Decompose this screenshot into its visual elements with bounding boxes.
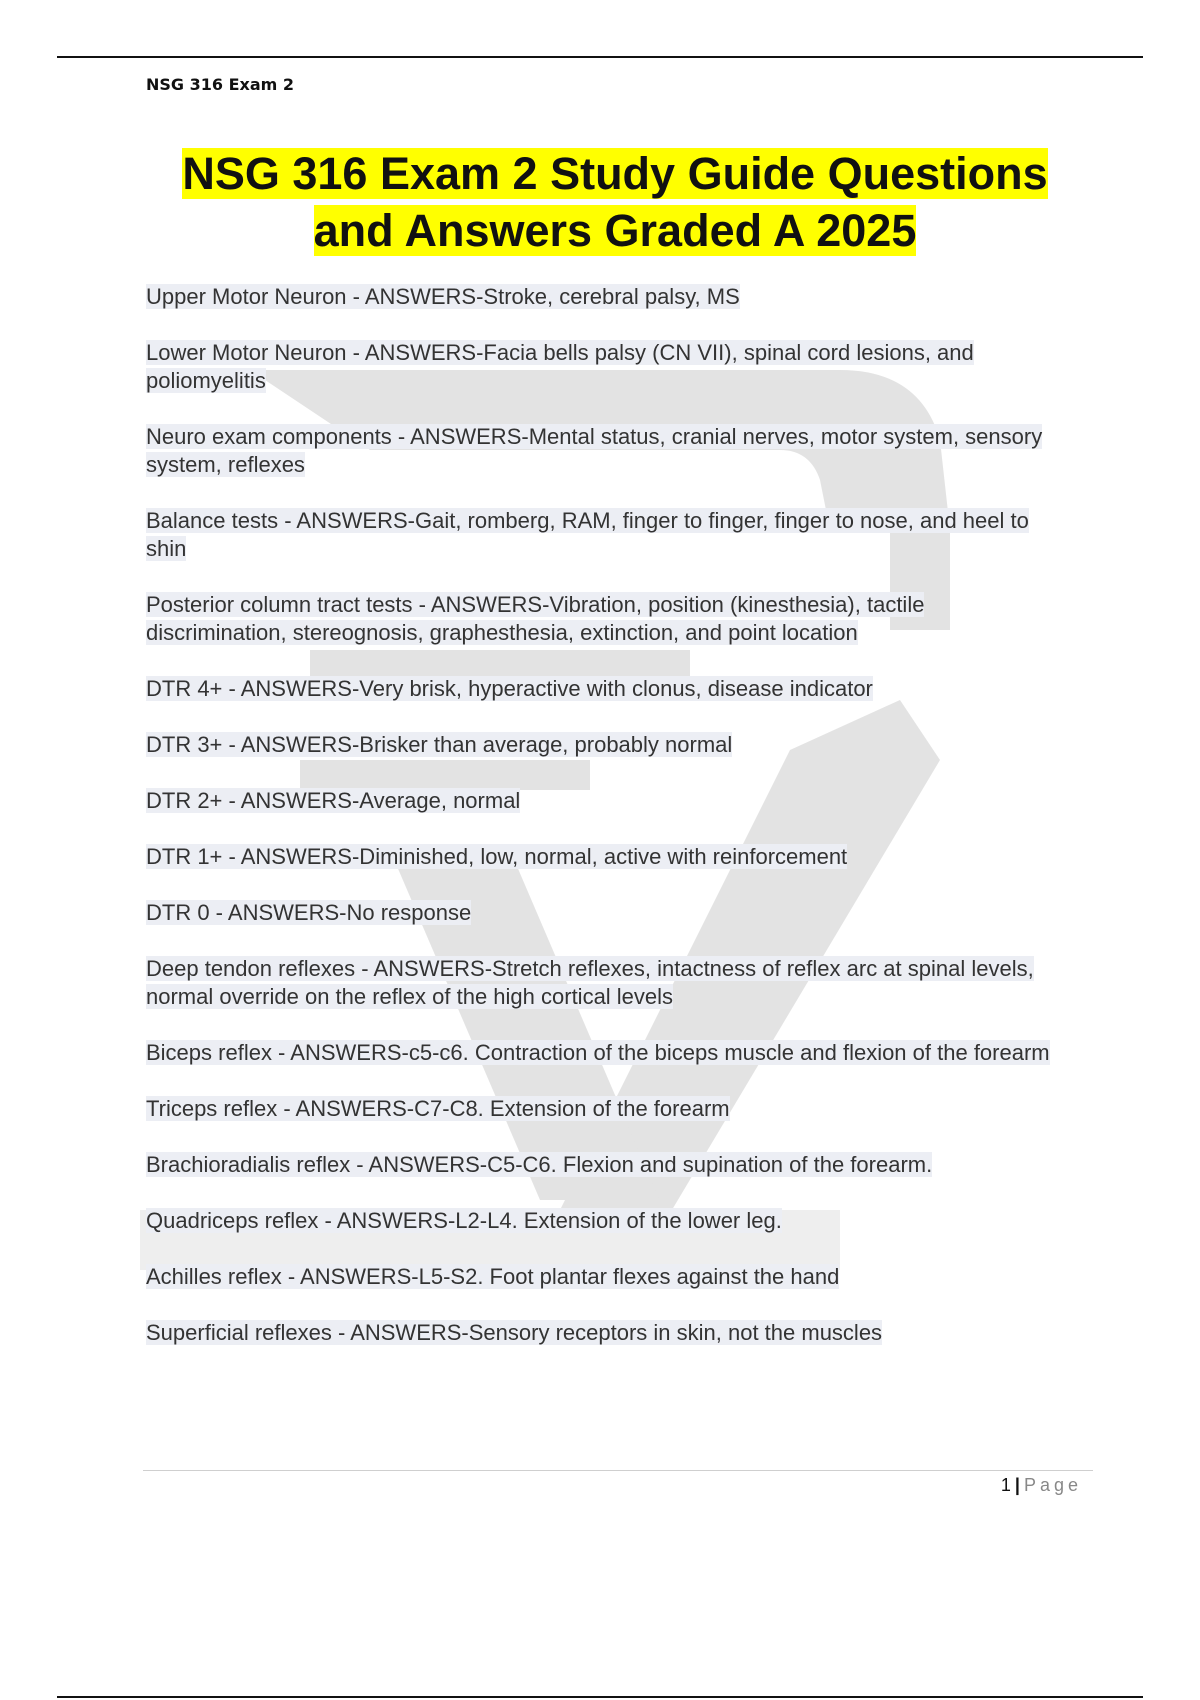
qa-item — [146, 591, 1066, 647]
page-word: Page — [1023, 1475, 1082, 1495]
qa-item — [146, 843, 1066, 871]
qa-item-text: Triceps reflex - ANSWERS-C7-C8. Extension of the forearm — [146, 1096, 730, 1121]
qa-item — [146, 899, 1066, 927]
qa-item-text: Quadriceps reflex - ANSWERS-L2-L4. Extension of the lower leg. — [146, 1208, 782, 1233]
page-footer — [1001, 1475, 1082, 1496]
top-rule — [57, 56, 1143, 58]
qa-item — [146, 1039, 1066, 1067]
qa-item — [146, 1207, 1066, 1235]
qa-item-text: DTR 2+ - ANSWERS-Average, normal — [146, 788, 521, 813]
qa-list — [146, 283, 1066, 1375]
bottom-rule — [57, 1696, 1143, 1698]
qa-item-text: DTR 4+ - ANSWERS-Very brisk, hyperactive with clonus, disease indicator — [146, 676, 873, 701]
qa-item — [146, 339, 1066, 395]
qa-item-text: Superficial reflexes - ANSWERS-Sensory receptors in skin, not the muscles — [146, 1320, 883, 1345]
qa-item — [146, 955, 1066, 1011]
qa-item-text: Posterior column tract tests - ANSWERS-Vibration, position (kinesthesia), tactile discrimination, stereognosis, graphesthesia, extinction, and point location — [146, 592, 925, 645]
qa-item-text: Brachioradialis reflex - ANSWERS-C5-C6. Flexion and supination of the forearm. — [146, 1152, 933, 1177]
qa-item — [146, 787, 1066, 815]
title-line-1: NSG 316 Exam 2 Study Guide Questions — [182, 148, 1048, 199]
qa-item — [146, 283, 1066, 311]
page-title — [140, 145, 1090, 259]
qa-item — [146, 423, 1066, 479]
qa-item-text: Balance tests - ANSWERS-Gait, romberg, RAM, finger to finger, finger to nose, and heel to shin — [146, 508, 1029, 561]
running-header: NSG 316 Exam 2 — [146, 75, 295, 94]
qa-item-text: Upper Motor Neuron - ANSWERS-Stroke, cerebral palsy, MS — [146, 284, 740, 309]
qa-item-text: DTR 3+ - ANSWERS-Brisker than average, probably normal — [146, 732, 733, 757]
qa-item-text: Lower Motor Neuron - ANSWERS-Facia bells palsy (CN VII), spinal cord lesions, and poliomyelitis — [146, 340, 974, 393]
qa-item-text: Neuro exam components - ANSWERS-Mental status, cranial nerves, motor system, sensory system, reflexes — [146, 424, 1043, 477]
qa-item-text: DTR 0 - ANSWERS-No response — [146, 900, 472, 925]
qa-item — [146, 1151, 1066, 1179]
page-separator: | — [1014, 1475, 1020, 1495]
qa-item — [146, 507, 1066, 563]
qa-item — [146, 1263, 1066, 1291]
qa-item-text: Achilles reflex - ANSWERS-L5-S2. Foot plantar flexes against the hand — [146, 1264, 840, 1289]
qa-item-text: DTR 1+ - ANSWERS-Diminished, low, normal, active with reinforcement — [146, 844, 848, 869]
qa-item — [146, 731, 1066, 759]
title-line-2: and Answers Graded A 2025 — [313, 205, 917, 256]
footer-rule — [143, 1470, 1093, 1471]
qa-item — [146, 675, 1066, 703]
qa-item — [146, 1319, 1066, 1347]
qa-item-text: Biceps reflex - ANSWERS-c5-c6. Contraction of the biceps muscle and flexion of the forearm — [146, 1040, 1050, 1065]
qa-item-text: Deep tendon reflexes - ANSWERS-Stretch reflexes, intactness of reflex arc at spinal levels, normal override on the reflex of the high cortical levels — [146, 956, 1034, 1009]
qa-item — [146, 1095, 1066, 1123]
page-number: 1 — [1000, 1475, 1011, 1495]
